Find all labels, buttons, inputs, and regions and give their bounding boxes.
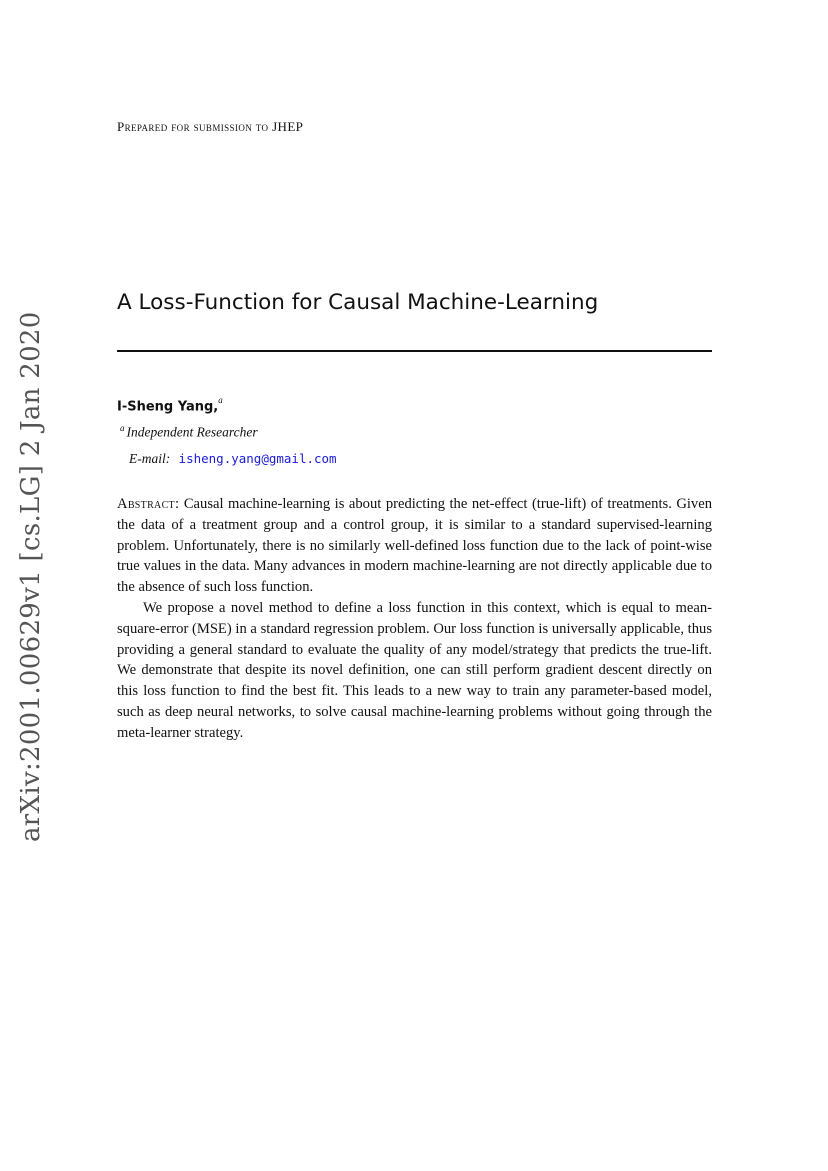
- author-affiliation-marker: a: [218, 395, 223, 405]
- title-rule: [117, 350, 712, 352]
- abstract-label: Abstract:: [117, 496, 180, 512]
- abstract-paragraph-1-text: Causal machine-learning is about predicting the net-effect (true-lift) of treatments. Given the data of a treatment group and a control group, it is similar to a standard supervised-learning problem. Unfortunately, there is no similarly well-defined loss function due to the lack of point-wise true values in the data. Many advances in modern machine-learning are not directly applicable due to the absence of such loss function.: [117, 496, 713, 596]
- submission-note: Prepared for submission to JHEP: [117, 119, 304, 134]
- paper-title: A Loss-Function for Causal Machine-Learning: [117, 290, 599, 316]
- affiliation-line: [120, 423, 258, 441]
- email-line: [129, 451, 337, 467]
- email-link[interactable]: isheng.yang@gmail.com: [178, 451, 337, 466]
- abstract-paragraph-1: [117, 494, 712, 598]
- affiliation-text: Independent Researcher: [126, 424, 258, 440]
- abstract: [117, 494, 712, 744]
- arxiv-identifier-stamp: arXiv:2001.00629v1 [cs.LG] 2 Jan 2020: [16, 311, 46, 842]
- abstract-paragraph-2: We propose a novel method to define a loss function in this context, which is equal to mean-square-error (MSE) in a standard regression problem. Our loss function is universally applicable, thus providing a general standard to evaluate the quality of any model/strategy that predicts the true-lift. We demonstrate that despite its novel definition, one can still perform gradient descent directly on this loss function to find the best fit. This leads to a new way to train any parameter-based model, such as deep neural networks, to solve causal machine-learning problems without going through the meta-learner strategy.: [117, 599, 712, 741]
- affiliation-marker: a: [120, 423, 125, 433]
- author-line: [117, 397, 223, 414]
- author-name: I-Sheng Yang,: [117, 399, 219, 415]
- email-label: E-mail:: [129, 451, 171, 466]
